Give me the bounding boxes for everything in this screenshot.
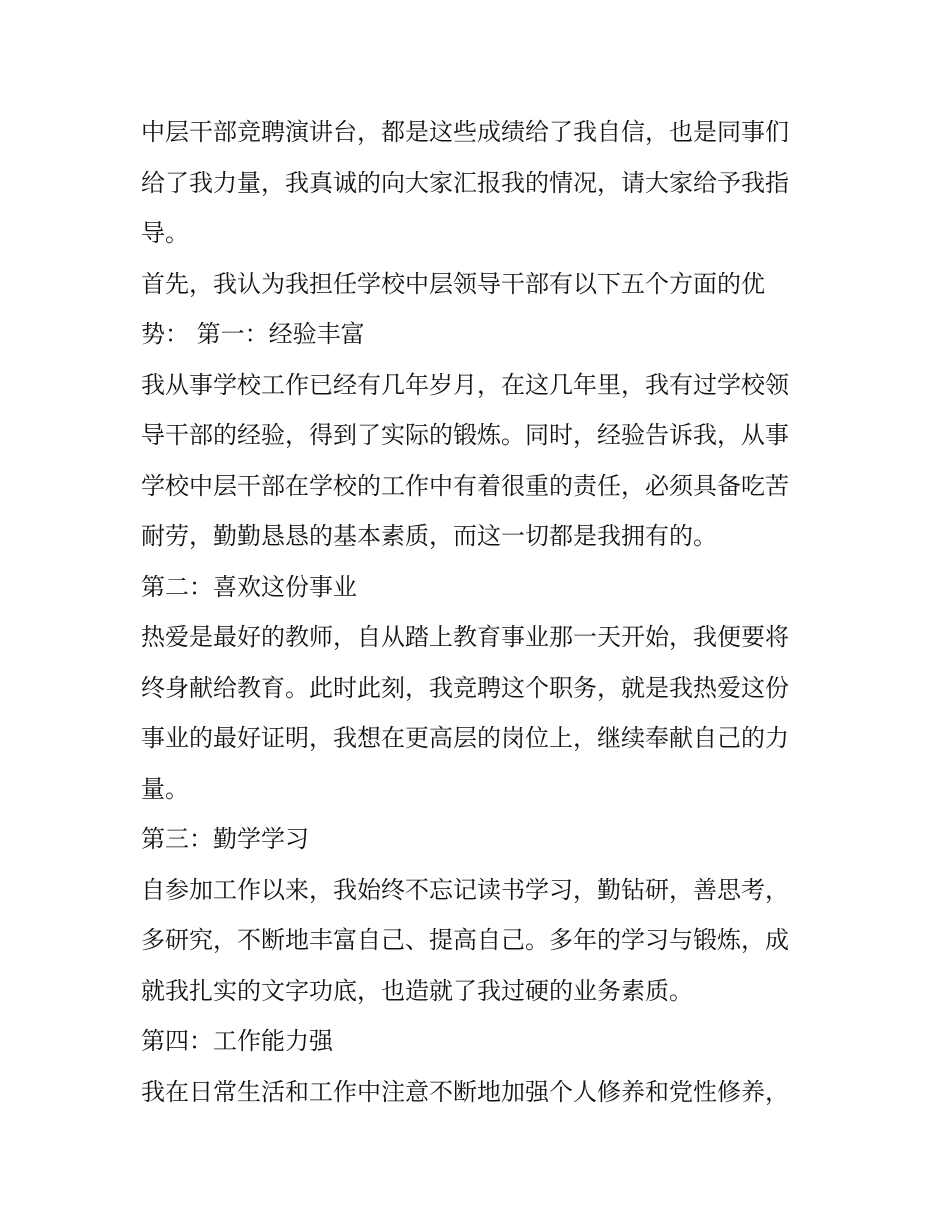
text-line: 终身献给教育。此时此刻，我竞聘这个职务，就是我热爱这份 — [141, 673, 789, 702]
text-line: 量。 — [141, 774, 189, 803]
text-line: 热爱是最好的教师，自从踏上教育事业那一天开始，我便要将 — [141, 623, 789, 651]
text-line: 导。 — [141, 219, 189, 247]
document-body — [141, 107, 821, 1117]
section-heading-3: 第三：勤学学习 — [141, 825, 309, 853]
text-line: 耐劳，勤勤恳恳的基本素质，而这一切都是我拥有的。 — [141, 522, 717, 550]
text-line: 导干部的经验，得到了实际的锻炼。同时，经验告诉我，从事 — [141, 421, 789, 449]
text-line: 我在日常生活和工作中注意不断地加强个人修养和党性修养， — [141, 1077, 789, 1106]
text-line: 自参加工作以来，我始终不忘记读书学习，勤钻研，善思考， — [141, 875, 789, 904]
text-line: 给了我力量，我真诚的向大家汇报我的情况，请大家给予我指 — [141, 168, 789, 197]
text-line: 首先，我认为我担任学校中层领导干部有以下五个方面的优 — [141, 269, 765, 298]
text-line: 中层干部竞聘演讲台，都是这些成绩给了我自信，也是同事们 — [141, 118, 789, 146]
text-line: 多研究，不断地丰富自己、提高自己。多年的学习与锻炼，成 — [141, 926, 789, 954]
section-heading-1: 势： 第一：经验丰富 — [141, 320, 365, 348]
section-heading-4: 第四：工作能力强 — [141, 1027, 333, 1055]
text-line: 事业的最好证明，我想在更高层的岗位上，继续奉献自己的力 — [141, 724, 789, 752]
text-line: 我从事学校工作已经有几年岁月，在这几年里，我有过学校领 — [141, 370, 789, 399]
text-line: 就我扎实的文字功底，也造就了我过硬的业务素质。 — [141, 976, 693, 1005]
section-heading-2: 第二：喜欢这份事业 — [141, 572, 357, 601]
text-line: 学校中层干部在学校的工作中有着很重的责任，必须具备吃苦 — [141, 471, 789, 500]
